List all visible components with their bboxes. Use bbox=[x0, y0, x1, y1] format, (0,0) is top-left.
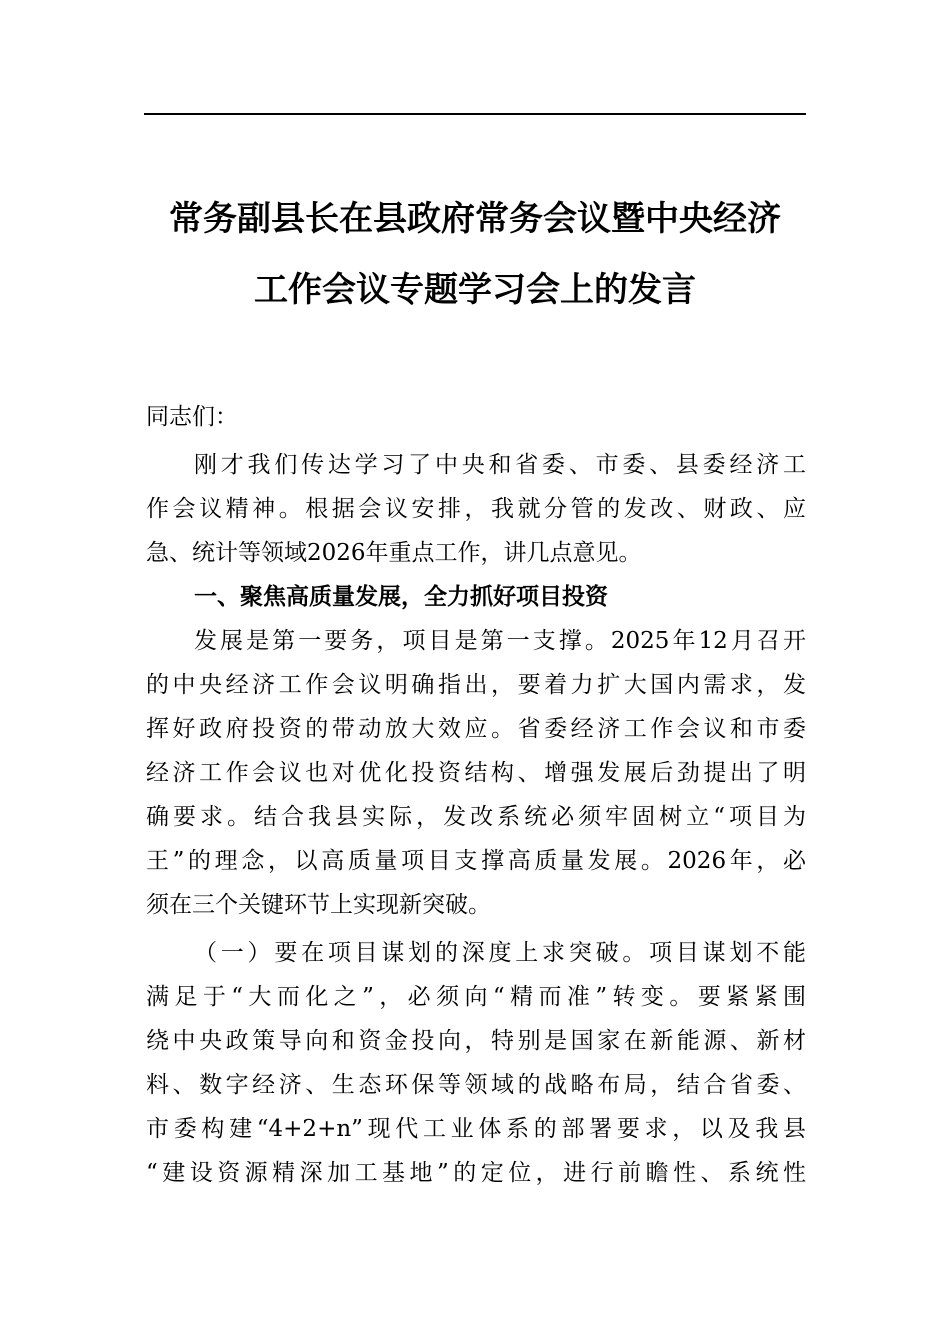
paragraph-line: 作会议精神。根据会议安排，我就分管的发改、财政、应 bbox=[146, 496, 806, 522]
paragraph-line: （一）要在项目谋划的深度上求突破。项目谋划不能 bbox=[194, 940, 806, 966]
paragraph-line: 王”的理念，以高质量项目支撑高质量发展。2026年，必 bbox=[146, 848, 806, 874]
paragraph-line: 挥好政府投资的带动放大效应。省委经济工作会议和市委 bbox=[146, 716, 806, 742]
paragraph-line: “建设资源精深加工基地”的定位，进行前瞻性、系统性 bbox=[146, 1160, 806, 1186]
salutation: 同志们： bbox=[146, 404, 238, 430]
paragraph-line: 确要求。结合我县实际，发改系统必须牢固树立“项目为 bbox=[146, 804, 806, 830]
paragraph-line: 经济工作会议也对优化投资结构、增强发展后劲提出了明 bbox=[146, 760, 806, 786]
paragraph-line: 料、数字经济、生态环保等领域的战略布局，结合省委、 bbox=[146, 1072, 806, 1098]
paragraph-line: 刚才我们传达学习了中央和省委、市委、县委经济工 bbox=[194, 452, 806, 478]
document-title-line-1: 常务副县长在县政府常务会议暨中央经济 bbox=[169, 199, 781, 239]
paragraph-line: 市委构建“4+2+n”现代工业体系的部署要求，以及我县 bbox=[146, 1116, 806, 1142]
paragraph-line: 的中央经济工作会议明确指出，要着力扩大国内需求，发 bbox=[146, 672, 806, 698]
paragraph-line: 发展是第一要务，项目是第一支撑。2025年12月召开 bbox=[194, 628, 806, 654]
paragraph-line: 绕中央政策导向和资金投向，特别是国家在新能源、新材 bbox=[146, 1028, 806, 1054]
paragraph-line: 满足于“大而化之”，必须向“精而准”转变。要紧紧围 bbox=[146, 984, 806, 1010]
paragraph-line: 急、统计等领域2026年重点工作，讲几点意见。 bbox=[146, 540, 642, 566]
paragraph-line: 须在三个关键环节上实现新突破。 bbox=[146, 892, 491, 918]
section-heading: 一、聚焦高质量发展，全力抓好项目投资 bbox=[194, 584, 608, 610]
document-title-line-2: 工作会议专题学习会上的发言 bbox=[254, 270, 696, 310]
header-rule bbox=[144, 113, 806, 115]
